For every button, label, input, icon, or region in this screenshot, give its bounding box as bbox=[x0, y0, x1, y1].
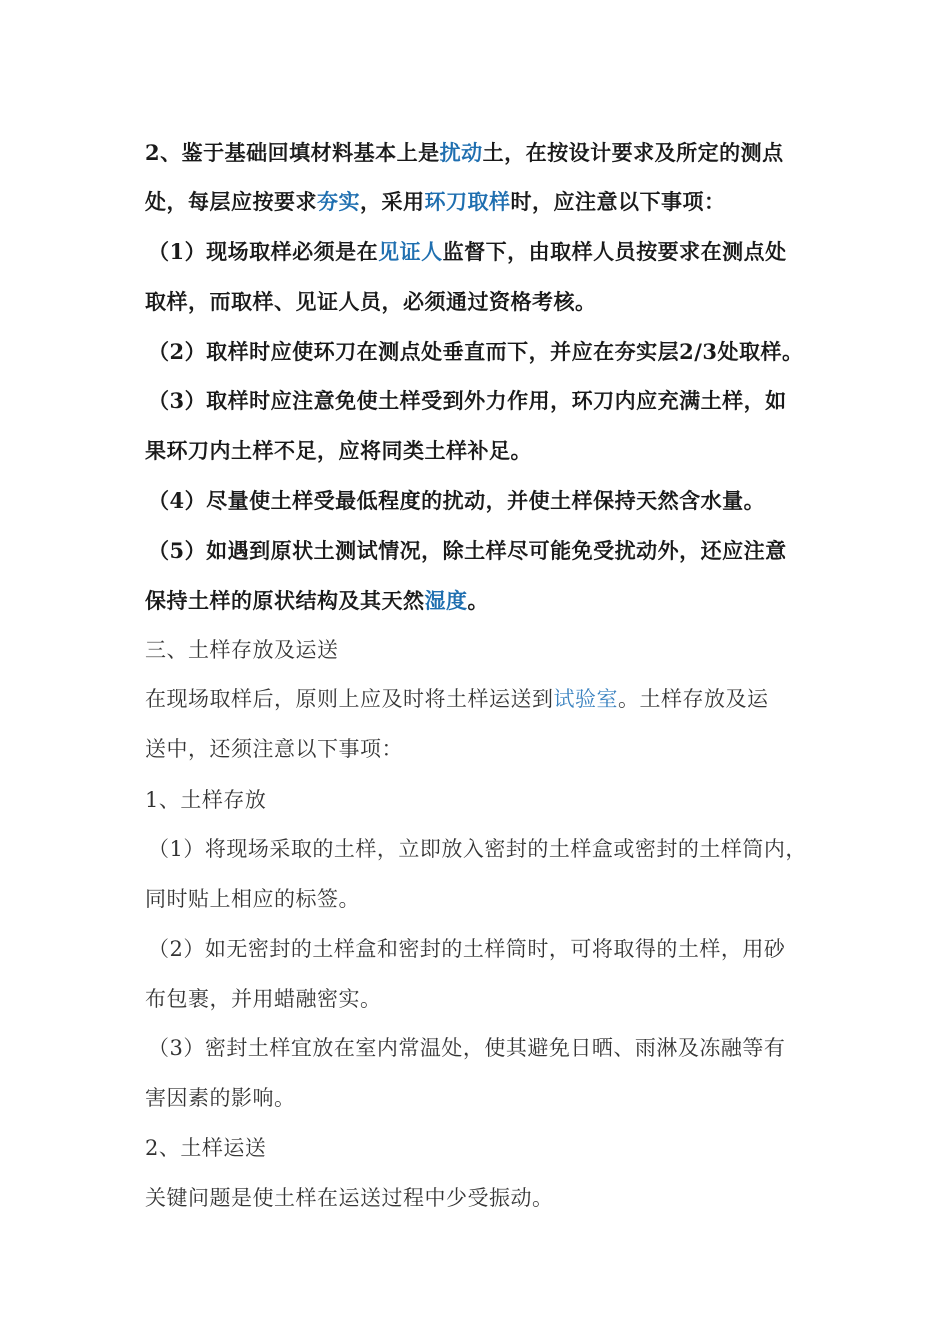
link-term-huandao-quyang[interactable]: 环刀取样 bbox=[424, 189, 511, 214]
text-run: （2）取样时应使环刀在测点处垂直而下，并应在夯实层2/3处取样。 bbox=[148, 339, 804, 364]
text-run: 送中，还须注意以下事项： bbox=[145, 737, 403, 761]
text-run: （1）将现场采取的土样，立即放入密封的土样盒或密封的土样筒内， bbox=[148, 837, 807, 861]
text-run: 。 bbox=[467, 588, 489, 613]
text-run: 关键问题是使土样在运送过程中少受振动。 bbox=[145, 1186, 554, 1210]
paragraph-line bbox=[148, 386, 787, 416]
text-run: 三、土样存放及运送 bbox=[145, 638, 339, 662]
text-run: 害因素的影响。 bbox=[145, 1086, 296, 1110]
link-term-shidu[interactable]: 湿度 bbox=[424, 588, 468, 613]
paragraph-line bbox=[148, 934, 785, 964]
link-term-hangshi[interactable]: 夯实 bbox=[317, 189, 360, 214]
paragraph-line bbox=[148, 486, 765, 516]
paragraph-line bbox=[145, 138, 784, 168]
paragraph-line bbox=[145, 684, 769, 714]
text-run: 时，应注意以下事项： bbox=[510, 189, 726, 214]
text-run: （4）尽量使土样受最低程度的扰动，并使土样保持天然含水量。 bbox=[148, 488, 766, 513]
link-term-shiyanshi[interactable]: 试验室 bbox=[553, 687, 618, 711]
paragraph-line bbox=[145, 187, 726, 217]
text-run: （2）如无密封的土样盒和密封的土样筒时，可将取得的土样，用砂 bbox=[148, 937, 786, 961]
paragraph-line bbox=[145, 586, 489, 616]
text-run: 监督下，由取样人员按要求在测点处 bbox=[442, 239, 787, 264]
text-run: 取样，而取样、见证人员，必须通过资格考核。 bbox=[145, 289, 597, 314]
subsection-heading bbox=[145, 1133, 266, 1163]
paragraph-line bbox=[145, 1083, 296, 1113]
paragraph-line bbox=[145, 1183, 554, 1213]
text-run: （3）密封土样宜放在室内常温处，使其避免日晒、雨淋及冻融等有 bbox=[148, 1036, 786, 1060]
text-run: （5）如遇到原状土测试情况，除土样尽可能免受扰动外，还应注意 bbox=[148, 538, 787, 563]
paragraph-line bbox=[148, 834, 807, 864]
text-run: 。土样存放及运 bbox=[618, 687, 769, 711]
text-run: 处，每层应按要求 bbox=[145, 189, 317, 214]
text-run: 在现场取样后，原则上应及时将土样运送到 bbox=[145, 687, 554, 711]
text-run: 2、鉴于基础回填材料基本上是 bbox=[145, 140, 440, 165]
text-run: （3）取样时应注意免使土样受到外力作用，环刀内应充满土样，如 bbox=[148, 388, 787, 413]
paragraph-line bbox=[148, 337, 804, 367]
paragraph-line bbox=[145, 734, 403, 764]
paragraph-line bbox=[148, 536, 787, 566]
paragraph-line bbox=[145, 884, 360, 914]
paragraph-line bbox=[145, 984, 382, 1014]
text-run: 保持土样的原状结构及其天然 bbox=[145, 588, 425, 613]
paragraph-line bbox=[148, 1033, 785, 1063]
text-run: 同时贴上相应的标签。 bbox=[145, 887, 360, 911]
text-run: 1、土样存放 bbox=[145, 788, 267, 812]
subsection-heading bbox=[145, 785, 266, 815]
link-term-jianzhengren[interactable]: 见证人 bbox=[378, 239, 443, 264]
text-run: 果环刀内土样不足，应将同类土样补足。 bbox=[145, 438, 532, 463]
paragraph-line bbox=[148, 237, 787, 267]
text-run: 土，在按设计要求及所定的测点 bbox=[482, 140, 784, 165]
text-run: ，采用 bbox=[360, 189, 425, 214]
text-run: 2、土样运送 bbox=[145, 1136, 267, 1160]
paragraph-line bbox=[145, 287, 597, 317]
text-run: （1）现场取样必须是在 bbox=[148, 239, 379, 264]
link-term-raodong[interactable]: 扰动 bbox=[439, 140, 483, 165]
paragraph-line bbox=[145, 436, 532, 466]
section-heading bbox=[145, 635, 339, 665]
text-run: 布包裹，并用蜡融密实。 bbox=[145, 987, 382, 1011]
